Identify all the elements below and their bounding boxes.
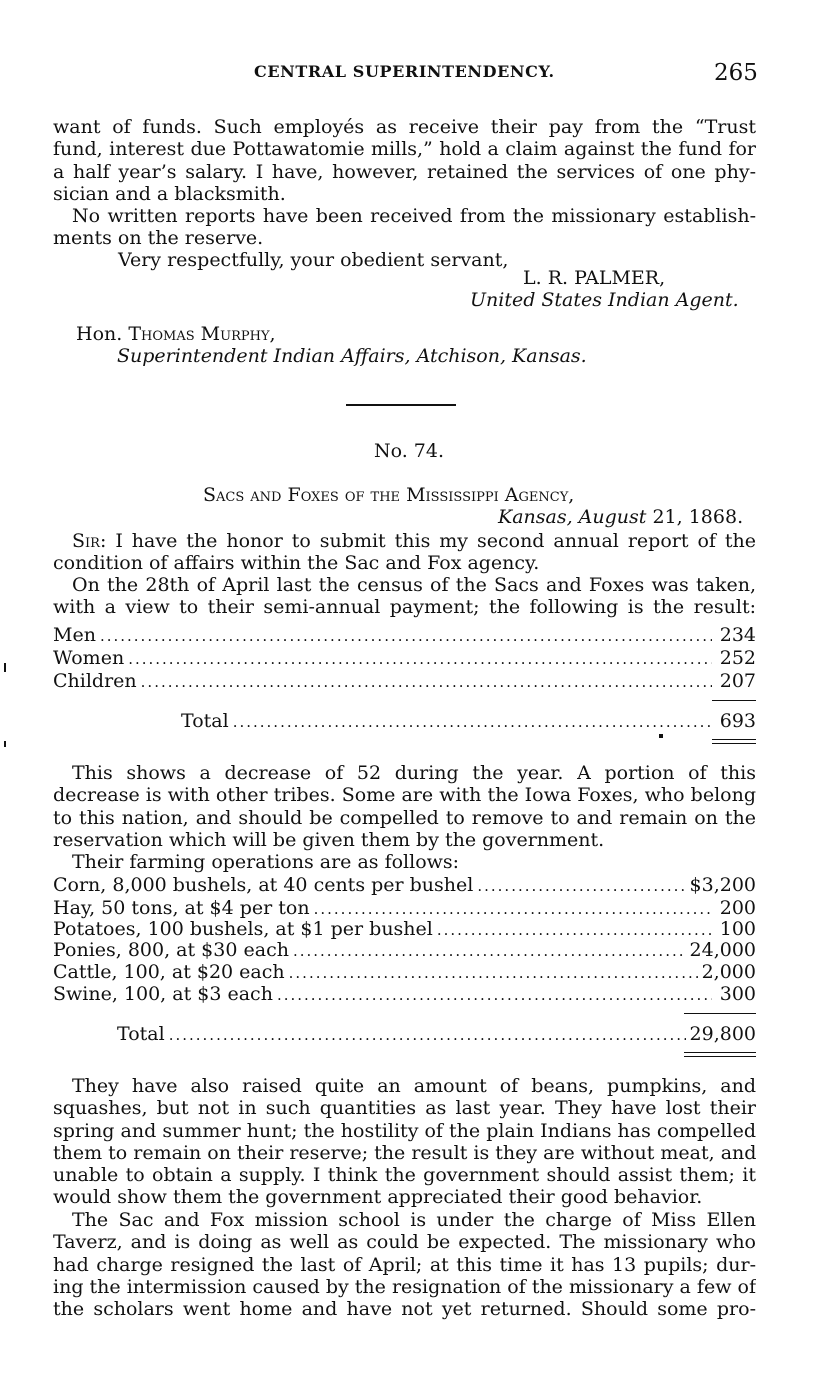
text-line: spring and summer hunt; the hostility of the plain Indians has compelled	[53, 1119, 756, 1142]
document-number: No. 74.	[374, 440, 445, 462]
row-value: 2,000	[701, 961, 756, 983]
row-value: 252	[719, 647, 756, 669]
letter-paragraph-1	[53, 116, 756, 205]
leader-dots	[477, 877, 685, 895]
text-line: They have also raised quite an amount of beans, pumpkins, and	[72, 1075, 756, 1097]
addressee-line	[76, 323, 276, 345]
salutation: Sir	[72, 530, 100, 552]
page-number: 265	[714, 60, 758, 86]
dateline-date: 21, 1868.	[646, 506, 744, 528]
text-line: want of funds. Such employés as receive their pay from the “Trust	[53, 116, 756, 138]
produce-paragraph	[53, 1075, 756, 1209]
census-row-children	[53, 670, 756, 692]
margin-mark	[4, 663, 6, 672]
total-value: 29,800	[689, 1023, 756, 1045]
text-line: fund, interest due Pottawatomie mills,” hold a claim against the fund for	[53, 138, 756, 161]
text-line: Their farming operations are as follows:	[72, 851, 460, 874]
dateline-place: Kansas, August	[498, 506, 647, 528]
text-line: had charge resigned the last of April; at this time it has 13 pupils; dur-	[53, 1253, 756, 1276]
text-line	[53, 530, 756, 552]
text-line: a half year’s salary. I have, however, retained the services of one phy-	[53, 160, 756, 183]
leader-dots	[141, 673, 712, 691]
row-value: 200	[719, 897, 756, 919]
farming-row-hay	[53, 897, 756, 919]
text-line: reservation which will be given them by the government.	[53, 828, 605, 851]
text-line: unable to obtain a supply. I think the government should assist them; it	[53, 1164, 756, 1187]
text-line: with a view to their semi-annual payment; the following is the result:	[53, 596, 756, 619]
leader-dots	[437, 921, 712, 939]
row-label: Cattle, 100, at $20 each	[53, 961, 285, 983]
total-double-rule	[712, 739, 756, 744]
leader-dots	[289, 964, 698, 982]
census-row-men	[53, 624, 756, 646]
text-line: condition of affairs within the Sac and Fox agency.	[53, 552, 540, 575]
row-label: Hay, 50 tons, at $4 per ton	[53, 897, 310, 919]
mission-school-paragraph	[53, 1209, 756, 1320]
text-line: squashes, but not in such quantities as last year. They have lost their	[53, 1097, 756, 1120]
addressee-prefix: Hon.	[76, 323, 123, 345]
farming-total-row	[117, 1023, 756, 1045]
leader-dots	[277, 986, 712, 1004]
letter-closing: Very respectfully, your obedient servant,	[118, 249, 509, 271]
text-line: them to remain on their reserve; the result is they are without meat, and	[53, 1141, 756, 1164]
dateline	[498, 506, 743, 528]
running-head: CENTRAL SUPERINTENDENCY.	[254, 62, 555, 81]
row-value: 207	[719, 670, 756, 692]
row-value: 24,000	[689, 939, 756, 961]
sum-rule	[712, 700, 756, 701]
print-mark	[659, 734, 663, 738]
text-line: ments on the reserve.	[53, 227, 264, 250]
farming-row-cattle	[53, 961, 756, 983]
text-line: sician and a blacksmith.	[53, 182, 286, 205]
total-label: Total	[181, 710, 229, 732]
census-intro-paragraph	[53, 574, 756, 619]
margin-mark	[4, 741, 6, 747]
row-label: Potatoes, 100 bushels, at $1 per bushel	[53, 918, 433, 940]
farming-row-ponies	[53, 939, 756, 961]
text-line: to this nation, and should be compelled to remove to and remain on the	[53, 806, 756, 829]
signature-name: L. R. PALMER,	[523, 267, 666, 289]
text-line: would show them the government appreciated their good behavior.	[53, 1186, 703, 1209]
leader-dots	[293, 942, 686, 960]
agency-heading: Sacs and Foxes of the Mississippi Agency,	[203, 484, 575, 506]
addressee-title: Superintendent Indian Affairs, Atchison, Kansas.	[117, 345, 587, 367]
leader-dots	[233, 713, 712, 731]
total-label: Total	[117, 1023, 165, 1045]
row-label: Corn, 8,000 bushels, at 40 cents per bushel	[53, 874, 474, 896]
row-label: Women	[53, 647, 125, 669]
sum-rule	[684, 1013, 756, 1014]
row-value: $3,200	[689, 874, 756, 896]
text-line: decrease is with other tribes. Some are with the Iowa Foxes, who belong	[53, 784, 756, 807]
row-value: 100	[719, 918, 756, 940]
addressee-name: Thomas Murphy,	[128, 323, 276, 345]
text-line: On the 28th of April last the census of the Sacs and Foxes was taken,	[72, 574, 756, 596]
row-label: Ponies, 800, at $30 each	[53, 939, 289, 961]
row-value: 300	[719, 983, 756, 1005]
row-label: Swine, 100, at $3 each	[53, 983, 273, 1005]
intro-paragraph	[53, 530, 756, 575]
intro-text: : I have the honor to submit this my second annual report of the	[99, 530, 756, 552]
row-label: Men	[53, 624, 96, 646]
total-value: 693	[719, 710, 756, 732]
leader-dots	[128, 650, 712, 668]
section-divider	[346, 404, 456, 406]
letter-paragraph-2	[53, 205, 756, 250]
text-line: ing the intermission caused by the resignation of the missionary a few of	[53, 1275, 756, 1298]
census-row-women	[53, 647, 756, 669]
text-line: The Sac and Fox mission school is under the charge of Miss Ellen	[72, 1209, 756, 1231]
signature-title: United States Indian Agent.	[470, 289, 739, 311]
farming-row-corn	[53, 874, 756, 896]
text-line: the scholars went home and have not yet returned. Should some pro-	[53, 1298, 756, 1321]
leader-dots	[169, 1026, 686, 1044]
row-value: 234	[719, 624, 756, 646]
row-label: Children	[53, 670, 137, 692]
decrease-paragraph	[53, 762, 756, 873]
text-line: Taverz, and is doing as well as could be expected. The missionary who	[53, 1231, 756, 1254]
farming-row-potatoes	[53, 918, 756, 940]
leader-dots	[100, 627, 712, 645]
farming-row-swine	[53, 983, 756, 1005]
census-total-row	[181, 710, 756, 732]
leader-dots	[314, 900, 712, 918]
text-line: This shows a decrease of 52 during the year. A portion of this	[72, 762, 756, 784]
total-double-rule	[684, 1052, 756, 1057]
text-line: No written reports have been received from the missionary establish-	[72, 205, 756, 227]
